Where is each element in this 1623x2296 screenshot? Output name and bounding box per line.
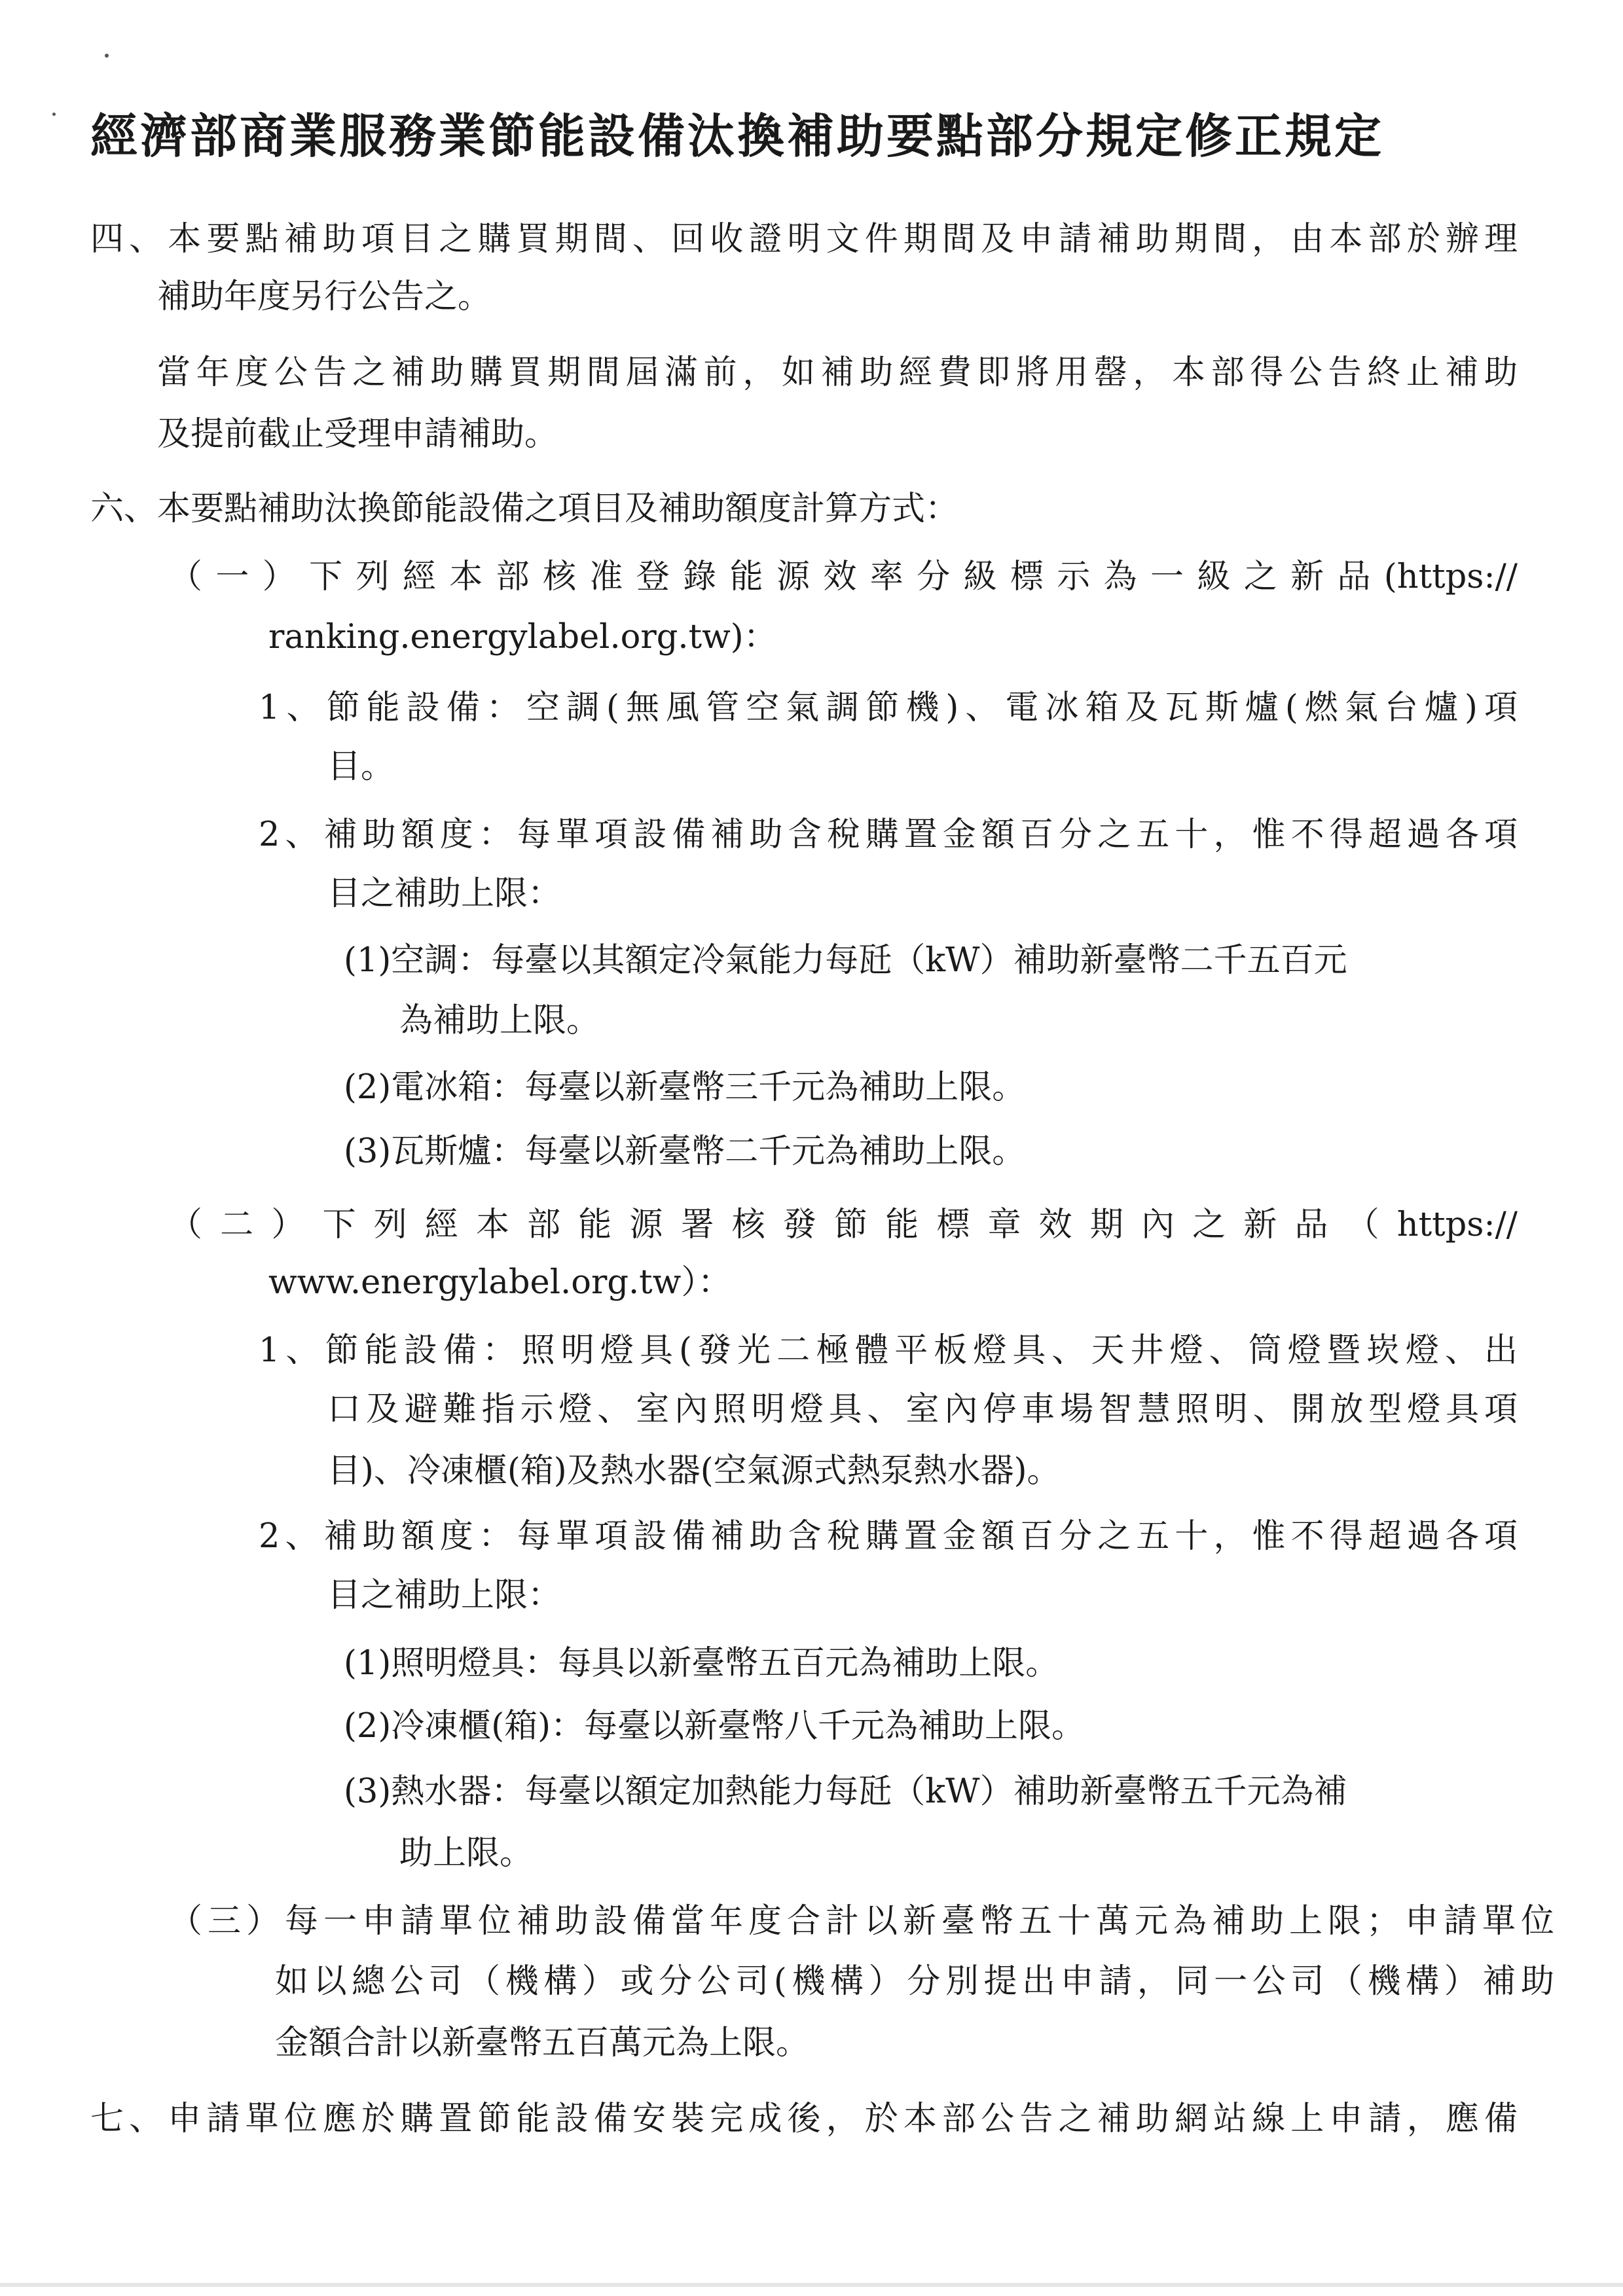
scan-bottom-edge <box>0 2283 1623 2287</box>
six-one-sub-1-line-2: 為補助上限。 <box>399 1001 600 1040</box>
six-two-sub-2: (2)冷凍櫃(箱)：每臺以新臺幣八千元為補助上限。 <box>344 1707 1085 1746</box>
section-six-heading: 六、本要點補助汰換節能設備之項目及補助額度計算方式： <box>90 490 959 528</box>
six-two-item-1-line-3: 目)、冷凍櫃(箱)及熱水器(空氣源式熱泵熱水器)。 <box>327 1452 1061 1490</box>
section-four-line-3: 當年度公告之補助購買期間屆滿前，如補助經費即將用罄，本部得公告終止補助 <box>157 353 1518 392</box>
scan-speck <box>105 54 109 58</box>
scan-speck <box>52 113 56 116</box>
six-two-item-2-line-1: 2、補助額度：每單項設備補助含稅購置金額百分之五十，惟不得超過各項 <box>259 1517 1518 1556</box>
six-two-line-2: www.energylabel.org.tw）： <box>268 1263 731 1302</box>
six-two-sub-1: (1)照明燈具：每具以新臺幣五百元為補助上限。 <box>344 1644 1059 1683</box>
six-one-item-2-line-2: 目之補助上限： <box>327 874 562 913</box>
six-three-line-3: 金額合計以新臺幣五百萬元為上限。 <box>275 2024 810 2062</box>
section-four-line-4: 及提前截止受理申請補助。 <box>157 415 558 454</box>
six-one-sub-2: (2)電冰箱：每臺以新臺幣三千元為補助上限。 <box>344 1068 1026 1107</box>
section-four-line-1: 四、本要點補助項目之購買期間、回收證明文件期間及申請補助期間，由本部於辦理 <box>90 220 1518 259</box>
six-two-sub-3-line-1: (3)熱水器：每臺以額定加熱能力每瓩（kW）補助新臺幣五千元為補 <box>344 1772 1347 1811</box>
six-two-item-1-line-1: 1、節能設備：照明燈具(發光二極體平板燈具、天井燈、筒燈暨崁燈、出 <box>259 1331 1518 1370</box>
six-one-item-2-line-1: 2、補助額度：每單項設備補助含稅購置金額百分之五十，惟不得超過各項 <box>259 816 1518 854</box>
six-one-item-1-line-1: 1、節能設備：空調(無風管空氣調節機)、電冰箱及瓦斯爐(燃氣台爐)項 <box>259 689 1518 727</box>
six-one-sub-3: (3)瓦斯爐：每臺以新臺幣二千元為補助上限。 <box>344 1132 1026 1171</box>
six-one-line-1: （一）下列經本部核准登錄能源效率分級標示為一級之新品(https:// <box>169 558 1518 596</box>
six-one-sub-1-line-1: (1)空調：每臺以其額定冷氣能力每瓩（kW）補助新臺幣二千五百元 <box>344 941 1347 980</box>
six-one-line-2: ranking.energylabel.org.tw)： <box>268 618 777 656</box>
six-two-item-2-line-2: 目之補助上限： <box>327 1576 562 1615</box>
section-seven-line-1: 七、申請單位應於購置節能設備安裝完成後，於本部公告之補助網站線上申請，應備 <box>90 2100 1518 2138</box>
document-title: 經濟部商業服務業節能設備汰換補助要點部分規定修正規定 <box>90 109 1385 164</box>
six-two-line-1: （二）下列經本部能源署核發節能標章效期內之新品（https:// <box>169 1206 1518 1244</box>
six-two-item-1-line-2: 口及避難指示燈、室內照明燈具、室內停車場智慧照明、開放型燈具項 <box>327 1390 1518 1429</box>
section-four-line-2: 補助年度另行公告之。 <box>157 278 492 316</box>
six-two-sub-3-line-2: 助上限。 <box>399 1834 534 1873</box>
six-three-line-2: 如以總公司（機構）或分公司(機構）分別提出申請，同一公司（機構）補助 <box>275 1962 1554 2001</box>
six-one-item-1-line-2: 目。 <box>327 747 395 786</box>
six-three-line-1: （三）每一申請單位補助設備當年度合計以新臺幣五十萬元為補助上限；申請單位 <box>169 1902 1554 1941</box>
